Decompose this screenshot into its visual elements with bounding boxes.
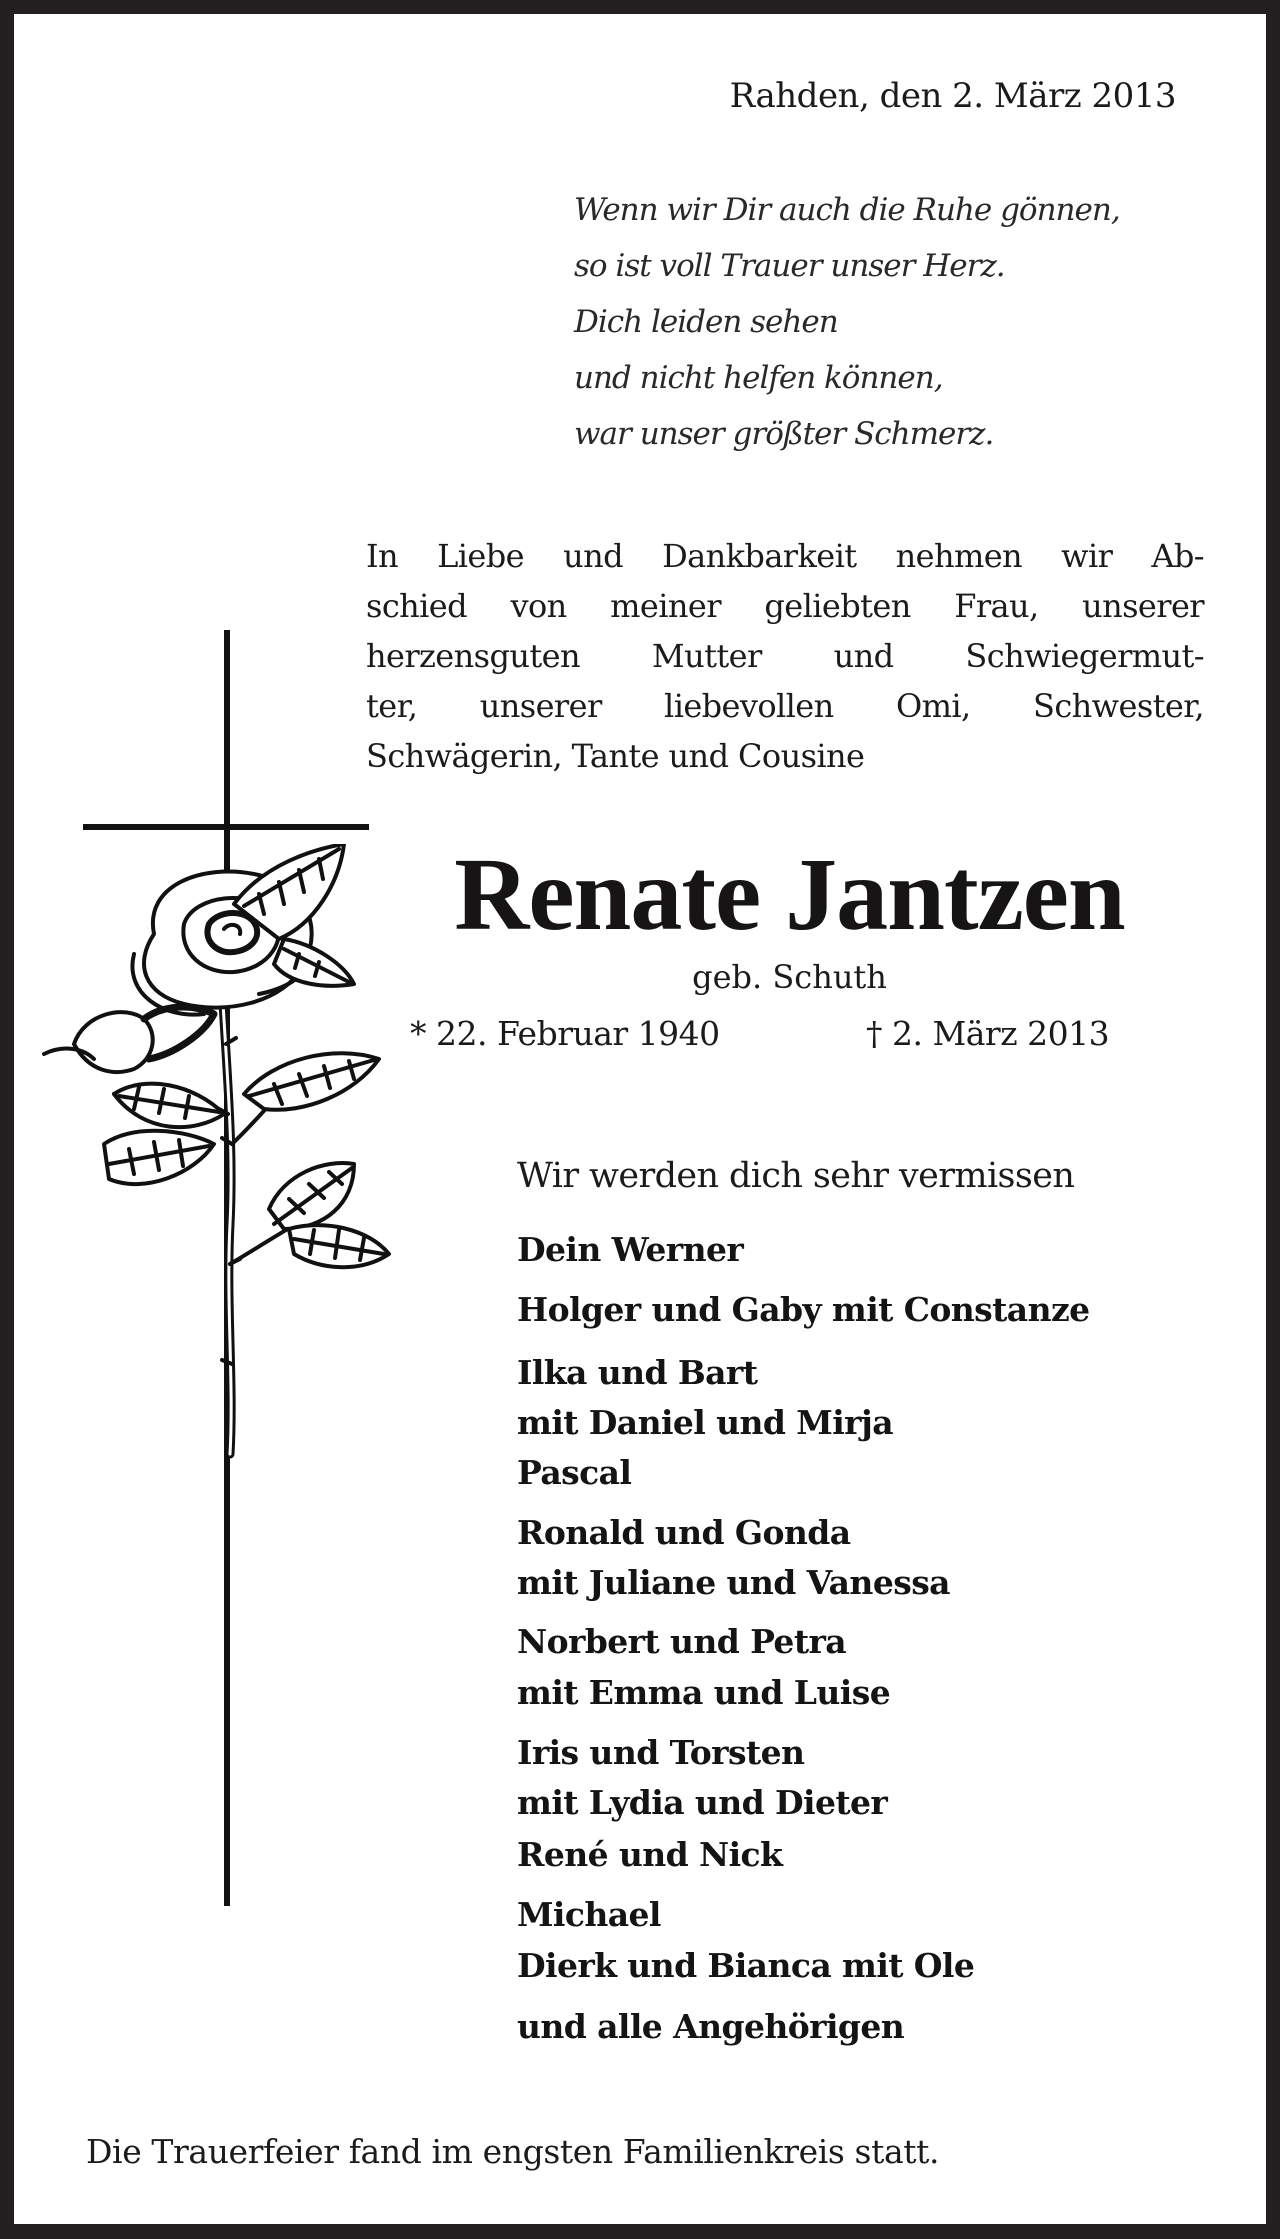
- funeral-note: Die Trauerfeier fand im engsten Familienkreis statt.: [86, 2132, 940, 2171]
- poem-line: Wenn wir Dir auch die Ruhe gönnen,: [574, 192, 1120, 228]
- family-line: Holger und Gaby mit Constanze: [517, 1290, 1090, 1329]
- rose-illustration: [34, 844, 404, 1494]
- place-date: Rahden, den 2. März 2013: [729, 76, 1176, 116]
- family-line: Ronald und Gonda: [517, 1513, 851, 1552]
- intro-line: In Liebe und Dankbarkeit nehmen wir Ab-: [366, 537, 1204, 575]
- death-date: † 2. März 2013: [866, 1014, 1110, 1053]
- obituary-notice: [14, 14, 1266, 2224]
- family-line: mit Emma und Luise: [517, 1673, 891, 1712]
- intro-line: schied von meiner geliebten Frau, unserer: [366, 587, 1204, 625]
- miss-line: Wir werden dich sehr vermissen: [517, 1156, 1075, 1196]
- cross-icon-bar: [83, 824, 369, 830]
- family-line: Ilka und Bart: [517, 1353, 758, 1392]
- family-line: mit Juliane und Vanessa: [517, 1563, 950, 1602]
- family-line: Pascal: [517, 1453, 632, 1492]
- family-line: Dierk und Bianca mit Ole: [517, 1946, 975, 1985]
- family-line: und alle Angehörigen: [517, 2007, 905, 2046]
- family-line: René und Nick: [517, 1835, 783, 1874]
- poem-line: war unser größter Schmerz.: [574, 416, 994, 452]
- poem: [574, 182, 1120, 462]
- intro-line: herzensguten Mutter und Schwiegermut-: [366, 637, 1204, 675]
- family-line: Dein Werner: [517, 1230, 744, 1269]
- family-line: Michael: [517, 1895, 661, 1934]
- deceased-name: Renate Jantzen: [454, 837, 1125, 952]
- maiden-name: geb. Schuth: [692, 958, 887, 996]
- family-line: mit Lydia und Dieter: [517, 1783, 888, 1822]
- birth-date: * 22. Februar 1940: [410, 1014, 720, 1053]
- intro-line: ter, unserer liebevollen Omi, Schwester,: [366, 687, 1204, 725]
- family-line: Iris und Torsten: [517, 1733, 805, 1772]
- intro-paragraph: [366, 531, 1204, 781]
- poem-line: und nicht helfen können,: [574, 360, 943, 396]
- poem-line: so ist voll Trauer unser Herz.: [574, 248, 1005, 284]
- intro-line: Schwägerin, Tante und Cousine: [366, 737, 865, 775]
- poem-line: Dich leiden sehen: [574, 304, 838, 340]
- family-line: mit Daniel und Mirja: [517, 1403, 894, 1442]
- family-line: Norbert und Petra: [517, 1622, 847, 1661]
